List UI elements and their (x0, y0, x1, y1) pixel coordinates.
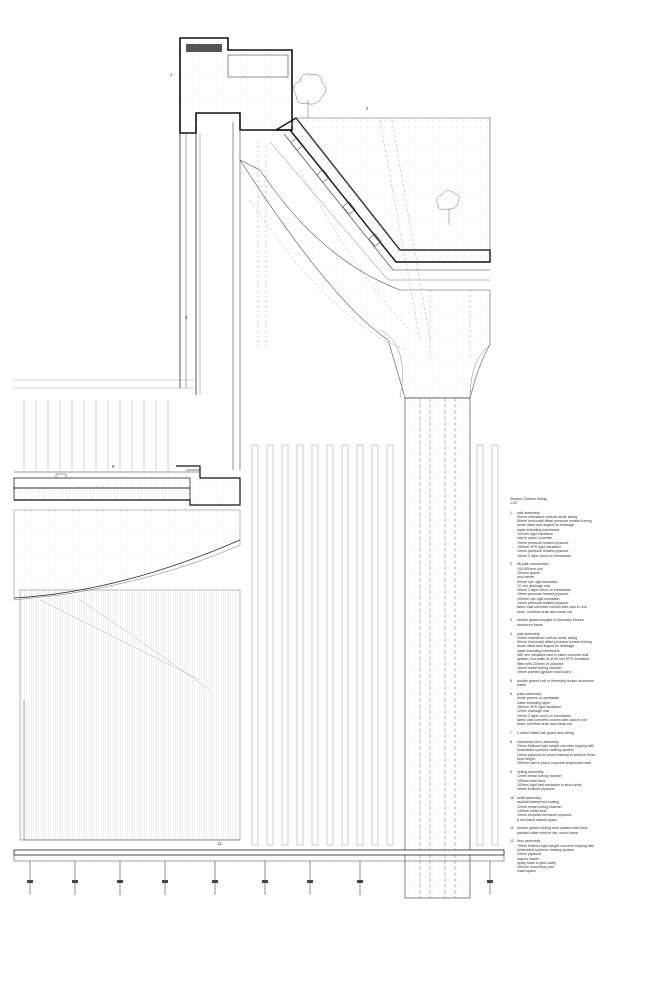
legend-item-number: 1 (510, 510, 512, 515)
legend-line: embedded hydronic heating system (517, 748, 574, 753)
legend-line: 150mm xps rigid insulation (517, 596, 560, 601)
legend-line: embedded hydronic heating system (517, 847, 574, 852)
siding-upper (24, 400, 168, 470)
legend-item-number: 2 (510, 562, 512, 567)
legend-line: ceiling assembly: (517, 770, 545, 775)
legend-line: aluminum frame (517, 622, 543, 627)
callout-1: 1 (170, 72, 173, 77)
legend-item-number: 10 (510, 796, 514, 801)
legend-line: soffit assembly: (517, 796, 542, 801)
legend-line: 100mm steel stud (517, 778, 546, 783)
legend-line: 22mm metal furring channel (517, 774, 562, 779)
legend-line: 20mm unfinished vertical cedar siding (517, 635, 578, 640)
legend-item (510, 731, 642, 735)
legend-line: 19mm pressure treated plywood (517, 601, 569, 606)
legend-line: 16mm metal furring channel (517, 665, 562, 670)
legend-item-number: 9 (510, 770, 512, 775)
legend-line: 50mm xps rigid insulation (517, 579, 558, 584)
legend-item-number: 7 (510, 730, 512, 735)
legend-line: root barrier (517, 575, 535, 580)
legend-line: studs offset and angled for drainage (517, 523, 575, 528)
assembly-legend (510, 497, 642, 878)
legend-line: 100mm rigid batt insulation in stud cavity (517, 782, 582, 787)
legend-item (510, 618, 642, 627)
legend-title: Section Outdoor dining (510, 497, 547, 501)
callout-2: 2 (366, 106, 369, 111)
legend-line: drain, overflow drain and clean out (517, 722, 572, 727)
lower-wall (14, 510, 240, 840)
legend-item-number: 11 (510, 826, 514, 831)
legend-line: 16mm 2 layer torch on membrane (517, 553, 571, 558)
legend-line: filled with 200mm of concrete (517, 661, 564, 666)
legend-item (510, 796, 642, 822)
legend-item (510, 511, 642, 558)
legend-line: 12 mm drainage mat (517, 583, 550, 588)
legend-item-text (517, 692, 587, 726)
legend-line: 19mm plywood on wood framing to achieve finish (517, 752, 596, 757)
legend-line: 19mm plywood (517, 852, 542, 857)
legend-item-text (517, 632, 592, 675)
legend-line: double glazed unit in thermally broken aluminum (517, 678, 595, 683)
legend-item-text (517, 796, 571, 822)
legend-line: 200mm cast in place concrete suspended slab (517, 761, 591, 766)
legend-line: 19mm painted gypsum wall board (517, 670, 571, 675)
legend-item-number: 6 (510, 692, 512, 697)
legend-line: 6 mm back painted glass (517, 817, 557, 822)
legend-line: mezzanine floor assembly: (517, 739, 560, 744)
legend-line: 19mm pressure treated plywood (517, 540, 569, 545)
legend-item-text (517, 679, 594, 688)
legend-line: double glazed skylight in thermally broken (517, 618, 584, 623)
legend-item-number: 4 (510, 631, 512, 636)
legend-item (510, 562, 642, 614)
legend-line: wall assembly: (517, 510, 541, 515)
legend-line: 140mm metal stud (517, 808, 547, 813)
legend-line: patio assembly: (517, 692, 542, 697)
legend-line: water shedding membrane (517, 527, 560, 532)
legend-line: 2 lotted milled oak guard and railing (517, 730, 574, 735)
legend-item (510, 770, 642, 791)
legend-line: 16mm 2 layer torch on membrane (517, 713, 571, 718)
legend-line: 50mm horizontal offset pressure treated furring (517, 640, 592, 645)
legend-line: fabric cast concrete column with cast in roof (517, 605, 587, 610)
legend-item (510, 826, 642, 835)
legend-line: 75mm finished light weight concrete topping with (517, 843, 595, 848)
column-shaft (405, 398, 470, 898)
legend-line: studs offset and angled for drainage (517, 644, 575, 649)
legend-line: 150mm XPS rigid insulation (517, 704, 562, 709)
legend-item-text (517, 770, 582, 791)
legend-line: wall assembly: (517, 631, 541, 636)
legend-line: 19mm pressure treated plywood (517, 592, 569, 597)
legend-line: 150mm XPS rigid insulation (517, 544, 562, 549)
legend-item (510, 679, 642, 688)
legend-line: fabric cast concrete column with cast in roof (517, 717, 587, 722)
legend-line: crawl space (517, 869, 536, 874)
legend-line: floor assembly: (517, 839, 542, 844)
legend-line: system; two walls of of 60 mm EPS insulation; (517, 657, 591, 662)
legend-item-number: 3 (510, 618, 512, 623)
legend-line: stone pavers on pedestals (517, 696, 559, 701)
legend-line: 250mm gravel (517, 570, 540, 575)
legend-line: asphalt waterproof coating (517, 800, 560, 805)
legend-item-text (517, 740, 596, 766)
callout-8: 8 (112, 464, 115, 469)
legend-line: 12mm drainage mat (517, 709, 549, 714)
legend-item (510, 740, 642, 766)
legend-line: frame (517, 683, 527, 688)
legend-header (510, 497, 642, 506)
legend-line: 16mm finished plywood (517, 787, 555, 792)
legend-items (510, 511, 642, 874)
legend-line: double glazed folding door system with back (517, 826, 588, 831)
callout-12: 12 (217, 841, 222, 846)
legend-line: water shedding layer (517, 700, 551, 705)
legend-line: 22mm metal furring channel (517, 804, 562, 809)
legend-item-number: 8 (510, 739, 512, 744)
legend-line: 100-600mm soil (517, 566, 543, 571)
legend-item-number: 5 (510, 678, 512, 683)
legend-line: lily pad construction: (517, 562, 550, 567)
callout-3: 3 (185, 315, 188, 320)
mezzanine-slab (14, 466, 240, 505)
legend-item-text (517, 618, 584, 627)
legend-item-text (517, 731, 574, 735)
legend-line: 300mm wood floor joist (517, 865, 554, 870)
legend-item (510, 692, 642, 726)
legend-line: floor height (517, 756, 535, 761)
legend-scale: 1:20 (510, 501, 517, 506)
legend-line: 75mm finished light weight concrete topping with (517, 744, 595, 749)
legend-line: 19mm recycled formwork plywood (517, 813, 572, 818)
legend-item (510, 632, 642, 675)
legend-item (510, 839, 642, 873)
legend-item-text (517, 826, 588, 835)
legend-line: 50mm horizontal offset pressure treated furring (517, 519, 592, 524)
legend-item-number: 12 (510, 839, 514, 844)
legend-line: 19mm pressure treated plywood (517, 549, 569, 554)
legend-line: 380 mm insulated cast in place concrete wall (517, 653, 589, 657)
legend-line: drain, overflow drain and clean out (517, 609, 572, 614)
legend-line: water shedding membrane (517, 648, 560, 653)
legend-line: 100mm rigid insulation (517, 532, 553, 537)
legend-line: vapour barrier (517, 856, 540, 861)
legend-item-text (517, 839, 594, 873)
legend-item-text (517, 562, 587, 614)
legend-line: cast in place concrete (517, 536, 552, 541)
legend-line: spray foam in joist cavity (517, 860, 557, 865)
legend-item-text (517, 511, 592, 558)
legend-line: painted offset exterior tile, wood frame. (517, 830, 579, 835)
legend-line: 20mm unfinished vertical cedar siding (517, 514, 578, 519)
legend-line: 16mm 2 layer torch on membrane (517, 588, 571, 593)
